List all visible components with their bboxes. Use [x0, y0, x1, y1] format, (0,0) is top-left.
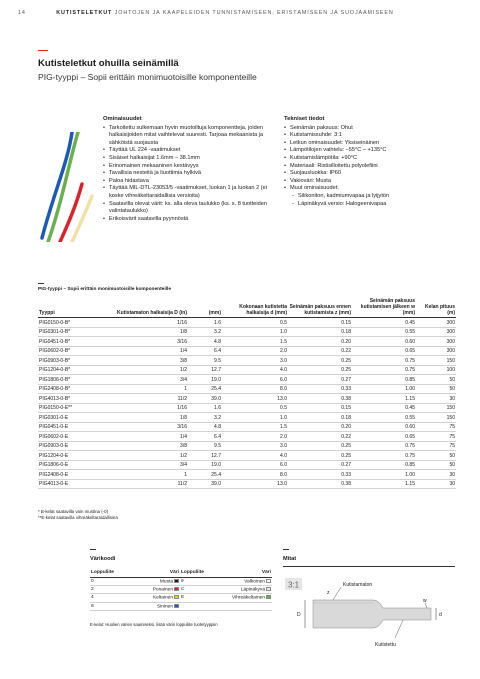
table-cell: 1.0 — [222, 327, 288, 337]
table-cell: 1/8 — [116, 327, 188, 337]
color-swatch-icon — [174, 579, 179, 583]
list-item: • Paloa hidastava — [103, 178, 279, 186]
table-cell: 0.5 — [222, 403, 288, 413]
table-cell: 11/2 — [116, 479, 188, 489]
cell-text: 2 — [91, 587, 94, 593]
table-cell: 0.65 — [352, 432, 416, 442]
table-cell: 39.0 — [188, 479, 222, 489]
table-cell: 0.75 — [352, 451, 416, 461]
table-cell: 0.55 — [352, 327, 416, 337]
table-cell: 0.25 — [288, 441, 352, 451]
ratio-label: 3:1 — [287, 580, 300, 590]
table-cell: PIG2408-0-B* — [38, 384, 116, 394]
table-row — [90, 594, 272, 602]
table-cell: 0.75 — [352, 356, 416, 366]
table-cell: 0.85 — [352, 460, 416, 470]
table-row — [90, 586, 272, 594]
table-cell: 0.45 — [352, 403, 416, 413]
table-cell: 1.0 — [222, 413, 288, 423]
table-cell: 0.18 — [288, 327, 352, 337]
table-cell: 1.5 — [222, 337, 288, 347]
table-cell: 300 — [416, 337, 456, 347]
table-cell: 50 — [416, 460, 456, 470]
table-row — [38, 441, 456, 451]
table-cell: 0.75 — [352, 365, 416, 375]
color-swatch-icon — [266, 579, 271, 583]
title-accent-bar — [38, 50, 48, 51]
table-cell: 4.8 — [188, 422, 222, 432]
table-cell: 25.4 — [188, 384, 222, 394]
label-z: z — [327, 590, 330, 596]
col-header-shrunk-diameter: Kokonaan kutistetta halkaisija d (mm) — [222, 299, 288, 318]
cell-text: 4 — [91, 595, 94, 601]
table-row — [38, 384, 456, 394]
table-cell: 0.20 — [288, 422, 352, 432]
list-item: • Täyttää UL 224 -vaatimukset — [103, 147, 279, 155]
col-header-diameter-mm: (mm) — [188, 299, 222, 318]
table-cell — [132, 594, 180, 602]
list-subitem: - Läpinäkyvä versio: Halogeenivapaa — [284, 201, 454, 209]
table-cell: 1/8 — [116, 413, 188, 423]
list-item: • Tarkoitettu sulkemaan hyvin muotoiltuja komponentteja, joiden halkaisijoiden mitat vaihtelevat suuresti. Tarjoaa mekaanista ja sähköistä suojausta — [103, 125, 279, 148]
table-cell: PIG0602-0-E — [38, 432, 116, 442]
list-item: • Erikoisvärit saatavilla pyynnöstä — [103, 216, 279, 224]
specs-list — [284, 125, 454, 209]
list-item: • Seinämän paksuus: Ohut — [284, 125, 454, 133]
table-cell: 50 — [416, 384, 456, 394]
table-row — [38, 356, 456, 366]
label-shrunk: Kutistettu — [375, 642, 396, 648]
table-cell: 50 — [416, 375, 456, 385]
table-cell: 50 — [416, 451, 456, 461]
table-cell — [132, 602, 180, 610]
list-item: • Saatavilla olevat värit: ks. alla oleva taulukko (ks. s. 8 tuotteiden valintataulukko) — [103, 201, 279, 216]
table-row — [38, 422, 456, 432]
features-section — [103, 116, 279, 223]
table-cell: 0.27 — [288, 460, 352, 470]
table-row — [90, 602, 272, 610]
table-cell: 1.00 — [352, 384, 416, 394]
table-header-row — [38, 299, 456, 318]
label-w: w — [423, 598, 427, 604]
table-row — [38, 318, 456, 328]
color-swatch-icon — [266, 587, 271, 591]
table-cell: 3/8 — [116, 441, 188, 451]
table-cell: 0.75 — [352, 441, 416, 451]
varikoodi-note: E-kelat: Huolien värien saamiseksi, lisää värin loppuliite tuotetyyppiin — [90, 622, 218, 627]
green-tube — [48, 132, 78, 242]
list-item: • Materiaali: Ristisilloitettu polyolefiini — [284, 163, 454, 171]
table-cell: 12.7 — [188, 365, 222, 375]
list-item: • Suojausluokka: IP60 — [284, 170, 454, 178]
table-cell: 75 — [416, 422, 456, 432]
table-cell: 6.4 — [188, 346, 222, 356]
table-cell: 3/4 — [116, 375, 188, 385]
table-cell: 2.0 — [222, 346, 288, 356]
table-cell — [90, 578, 132, 586]
table-cell: 150 — [416, 356, 456, 366]
table-cell: 0.65 — [352, 346, 416, 356]
table-cell: PIG0150-0-B* — [38, 318, 116, 328]
table-row — [38, 365, 456, 375]
table-cell: 30 — [416, 470, 456, 480]
table-cell — [222, 578, 272, 586]
table-cell: 0.45 — [352, 318, 416, 328]
table-cell — [132, 578, 180, 586]
table-cell: 0.18 — [288, 413, 352, 423]
table-cell: 1.6 — [188, 318, 222, 328]
table-row — [38, 432, 456, 442]
table-cell: 0.5 — [222, 318, 288, 328]
table-cell: 0.15 — [288, 403, 352, 413]
cell-text: Valkoinen — [244, 579, 265, 585]
table-cell — [180, 578, 222, 586]
dimension-diagram — [283, 570, 458, 655]
list-item: • Kutistamissuhde: 3:1 — [284, 132, 454, 140]
table-cell: 75 — [416, 432, 456, 442]
table-cell — [222, 602, 272, 610]
col-header-color: Väri — [132, 569, 180, 578]
table-cell: 0.25 — [288, 365, 352, 375]
table-cell: PIG1806-0-E — [38, 460, 116, 470]
table-cell: 3.2 — [188, 327, 222, 337]
list-item: • Lämpötilojen vaihtelu: –55°C – +135°C — [284, 147, 454, 155]
table-cell: 8.0 — [222, 384, 288, 394]
leader-line — [395, 620, 403, 638]
cell-text: Musta — [159, 579, 173, 585]
specs-section — [284, 116, 454, 208]
table-cell: PIG0451-0-E — [38, 422, 116, 432]
table-cell: 2.0 — [222, 432, 288, 442]
list-item: • Muut ominaisuudet: — [284, 185, 454, 193]
table-cell: 6.4 — [188, 432, 222, 442]
table-row — [38, 460, 456, 470]
table-cell: 0.85 — [352, 375, 416, 385]
table-cell — [90, 594, 132, 602]
product-table — [38, 299, 456, 489]
varikoodi-title: Värikoodi — [90, 556, 116, 562]
list-item: • Kutistamislämpötila: +90°C — [284, 155, 454, 163]
table-row — [38, 394, 456, 404]
table-cell — [222, 586, 272, 594]
table-cell: 300 — [416, 318, 456, 328]
table-cell: 0.20 — [288, 337, 352, 347]
col-header-diameter-in: Kutistamaton halkaisija D (in) — [116, 299, 188, 318]
table-cell: 6.0 — [222, 375, 288, 385]
product-image — [38, 132, 102, 242]
table-cell — [132, 586, 180, 594]
table-cell — [90, 586, 132, 594]
list-item: • Letkun ominaisuudet: Yksiseinäinen — [284, 140, 454, 148]
col-header-suffix: Loppuliite — [180, 569, 222, 578]
table-cell: 0.60 — [352, 337, 416, 347]
varikoodi-accent-bar — [90, 549, 96, 550]
table-cell: 11/2 — [116, 394, 188, 404]
table-cell: PIG0602-0-B* — [38, 346, 116, 356]
table-cell: 4.0 — [222, 365, 288, 375]
mitat-title: Mitat — [283, 556, 297, 562]
tube-shape — [313, 600, 431, 628]
table-cell: 25.4 — [188, 470, 222, 480]
color-swatch-icon — [266, 595, 271, 599]
table-cell: 1/16 — [116, 403, 188, 413]
table-cell: 13.0 — [222, 479, 288, 489]
color-swatch-icon — [174, 587, 179, 591]
table-cell: 1/2 — [116, 451, 188, 461]
table-cell: 0.60 — [352, 422, 416, 432]
col-header-suffix: Loppuliite — [90, 569, 132, 578]
table-cell: PIG4013-0-B* — [38, 394, 116, 404]
table-cell: 3/16 — [116, 337, 188, 347]
list-item: • Tavallisia nesteitä ja liuottimia hylkivä — [103, 170, 279, 178]
list-item: • Vakioväri: Musta — [284, 178, 454, 186]
cell-text: C — [181, 587, 185, 593]
page-title: Kutisteletkut ohuilla seinämillä — [38, 58, 179, 69]
table-cell: 150 — [416, 403, 456, 413]
table-cell: 0.33 — [288, 470, 352, 480]
table-note: * B-kelat saatavilla vain mustina (-0) — [38, 509, 109, 514]
leader-line — [333, 587, 341, 600]
table-cell: 19.0 — [188, 375, 222, 385]
table-row — [38, 327, 456, 337]
table-cell: PIG1204-0-E — [38, 451, 116, 461]
table-cell: PIG0903-0-E — [38, 441, 116, 451]
table-cell — [180, 586, 222, 594]
cell-text: 0 — [91, 579, 94, 585]
table-cell: PIG1204-0-B* — [38, 365, 116, 375]
table-cell: 1.15 — [352, 394, 416, 404]
mitat-divider — [283, 566, 455, 567]
table-row — [38, 346, 456, 356]
table-row — [38, 479, 456, 489]
table-cell: 9.5 — [188, 356, 222, 366]
table-cell: 150 — [416, 413, 456, 423]
features-list — [103, 125, 279, 224]
cell-text: 9 — [181, 579, 184, 585]
table-cell: 4.0 — [222, 451, 288, 461]
table-cell: 300 — [416, 327, 456, 337]
table-cell: 12.7 — [188, 451, 222, 461]
table-cell: 0.22 — [288, 346, 352, 356]
features-title: Ominaisuudet — [103, 116, 142, 122]
cell-text: Sininen — [156, 603, 173, 609]
list-subitem: - Silikoniton, kadmiumvapaa ja lyijytön — [284, 193, 454, 201]
table-body — [38, 318, 456, 489]
label-unshrunk: Kutistamaton — [343, 582, 373, 588]
table-cell: 0.33 — [288, 384, 352, 394]
color-swatch-icon — [174, 604, 179, 608]
table-cell: 1.5 — [222, 422, 288, 432]
col-header-wall-before: Seinämän paksuus ennen kutistamista z (mm) — [288, 299, 352, 318]
cell-text: Läpinäkyvä — [240, 587, 265, 593]
table-cell: 3/4 — [116, 460, 188, 470]
table-row — [38, 337, 456, 347]
table-cell: 1/4 — [116, 432, 188, 442]
table-cell: 1/4 — [116, 346, 188, 356]
table-cell: 13.0 — [222, 394, 288, 404]
table-cell: 3/16 — [116, 422, 188, 432]
page-header — [18, 10, 468, 16]
table-cell: 30 — [416, 479, 456, 489]
table-cell: 3/8 — [116, 356, 188, 366]
table-cell: 1 — [116, 470, 188, 480]
table-cell: PIG4013-0-E — [38, 479, 116, 489]
table-cell: 6.0 — [222, 460, 288, 470]
page-subtitle: PIG-tyyppi – Sopii erittäin monimuotoisille komponenteille — [38, 72, 257, 82]
table-cell: 3.2 — [188, 413, 222, 423]
table-cell: 75 — [416, 441, 456, 451]
table-cell: 9.5 — [188, 441, 222, 451]
table-cell: 0.55 — [352, 413, 416, 423]
col-header-color: Väri — [222, 569, 272, 578]
table-note: **E-kelat saatavilla vihreäkeltaraidallisina — [38, 515, 118, 521]
specs-title: Tekniset tiedot — [284, 116, 325, 122]
col-header-reel-length: Kelan pituus (m) — [416, 299, 456, 318]
table-cell: PIG0301-0-B* — [38, 327, 116, 337]
table-cell: 300 — [416, 346, 456, 356]
table-cell: PIG0451-0-B* — [38, 337, 116, 347]
table-cell: 39.0 — [188, 394, 222, 404]
header-text: JOHTOJEN JA KAAPELEIDEN TUNNISTAMISEEN, ERISTÄMISEEN JA SUOJAAMISEEN — [114, 10, 394, 16]
cell-text: Keltainen — [152, 595, 173, 601]
table-cell: 1.15 — [352, 479, 416, 489]
table-cell: 1/2 — [116, 365, 188, 375]
table-cell: PIG0301-0-E — [38, 413, 116, 423]
table-cell: PIG1806-0-B* — [38, 375, 116, 385]
table-row — [38, 451, 456, 461]
list-item: • Sisäiset halkaisijat 1.6mm – 38.1mm — [103, 155, 279, 163]
table-cell: PIG2408-0-E — [38, 470, 116, 480]
table-cell — [90, 602, 132, 610]
table-cell: 0.27 — [288, 375, 352, 385]
table-cell: 3.0 — [222, 441, 288, 451]
table-cell: 19.0 — [188, 460, 222, 470]
table-cell: 100 — [416, 365, 456, 375]
col-header-type: Tyyppi — [38, 299, 116, 318]
cell-text: Punainen — [152, 587, 173, 593]
header-category: KUTISTELETKUT — [56, 10, 113, 16]
page-number: 14 — [18, 10, 26, 16]
table-cell: 1/16 — [116, 318, 188, 328]
table-cell: 0.22 — [288, 432, 352, 442]
cell-text: Vihreäkeltainen — [232, 595, 265, 601]
table-row — [90, 578, 272, 586]
cell-text: E — [181, 595, 185, 601]
table-caption: PIG-tyyppi – Sopii erittäin monimuotoisille komponenteille — [38, 287, 171, 292]
table-accent-bar — [38, 283, 44, 284]
table-row — [38, 470, 456, 480]
col-header-wall-after: Seinämän paksuus kutistamisen jälkeen w (mm) — [352, 299, 416, 318]
table-cell: 30 — [416, 394, 456, 404]
table-cell: 0.25 — [288, 356, 352, 366]
table-cell: 0.38 — [288, 479, 352, 489]
table-cell: PIG0150-0-E** — [38, 403, 116, 413]
table-cell: 8.0 — [222, 470, 288, 480]
table-cell: 1.00 — [352, 470, 416, 480]
table-row — [38, 375, 456, 385]
color-code-table — [90, 569, 272, 611]
label-D: D — [297, 612, 301, 618]
table-header-row — [90, 569, 272, 578]
list-item: • Täyttää MIL-DTL-23053/5 -vaatimukset, luokan 1 ja luokan 2 (ei koske vihreäkeltaraidallisia versioita) — [103, 185, 279, 200]
table-cell — [180, 594, 222, 602]
table-cell: PIG0903-0-B* — [38, 356, 116, 366]
table-cell: 3.0 — [222, 356, 288, 366]
table-cell — [180, 602, 222, 610]
table-cell: 1.6 — [188, 403, 222, 413]
table-row — [38, 413, 456, 423]
mitat-accent-bar — [283, 549, 289, 550]
table-cell: 0.15 — [288, 318, 352, 328]
label-d: d — [439, 612, 442, 618]
color-code-body — [90, 578, 272, 611]
table-cell: 1 — [116, 384, 188, 394]
cell-text: 6 — [91, 603, 94, 609]
table-cell — [222, 594, 272, 602]
table-notes — [38, 509, 118, 522]
table-cell: 4.8 — [188, 337, 222, 347]
table-row — [38, 403, 456, 413]
table-cell: 0.25 — [288, 451, 352, 461]
color-swatch-icon — [174, 595, 179, 599]
list-item: • Erinomainen mekaaninen kestävyys — [103, 163, 279, 171]
table-cell: 0.38 — [288, 394, 352, 404]
